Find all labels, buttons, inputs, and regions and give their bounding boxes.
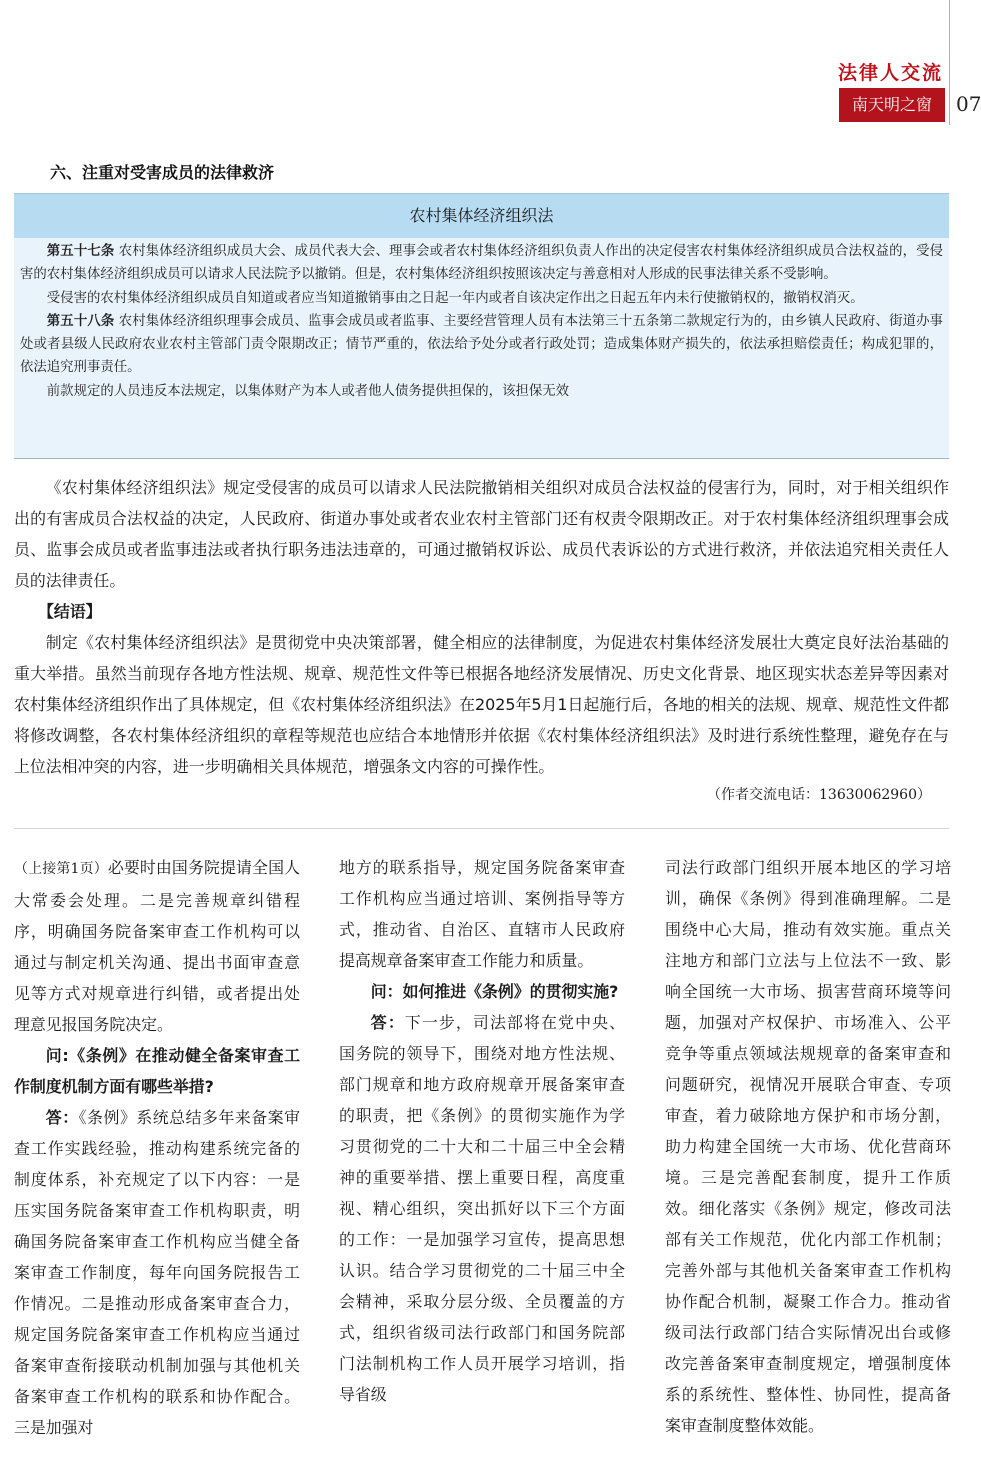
c1-answer-label: 答： xyxy=(45,1108,79,1127)
body-paragraph-2: 制定《农村集体经济组织法》是贯彻党中央决策部署，健全相应的法律制度，为促进农村集体经济发展壮大奠定良好法治基础的重大举措。虽然当前现存各地方性法规、规章、规范性文件等已根据各地经济发展情况、历史文化背景、地区现实状态差异等因素对农村集体经济组织作出了具体规定，但《农村集体经济组织法》在2025年5月1日起施行后，各地的相关的法规、规章、规范性文件都将修改调整，各农村集体经济组织的章程等规范也应结合本地情形并依据《农村集体经济组织法》及时进行系统性整理，避免存在与上位法相冲突的内容，进一步明确相关具体规范，增强条文内容的可操作性。 xyxy=(14,633,949,776)
conclusion-heading: 【结语】 xyxy=(38,602,102,621)
article-58-para2: 前款规定的人员违反本法规定，以集体财产为本人或者他人债务提供担保的，该担保无效 xyxy=(46,383,570,399)
header-divider-line xyxy=(949,0,950,125)
main-text xyxy=(14,472,949,808)
column-3 xyxy=(665,852,951,1441)
column-2 xyxy=(339,852,625,1410)
column-1 xyxy=(14,852,300,1443)
c1-answer-text: 《条例》系统总结多年来备案审查工作实践经验，推动构建系统完备的制度体系，补充规定了以下内容：一是压实国务院备案审查工作机构职责，明确国务院备案审查工作机构应当健全备案审查工作制度，每年向国务院报告工作情况。二是推动形成备案审查合力，规定国务院备案审查工作机构应当通过备案审查衔接联动机制加强与其他机关备案审查工作机构的联系和协作配合。三是加强对 xyxy=(14,1108,300,1437)
body-paragraph-1: 《农村集体经济组织法》规定受侵害的成员可以请求人民法院撤销相关组织对成员合法权益的侵害行为，同时，对于相关组织作出的有害成员合法权益的决定，人民政府、街道办事处或者农业农村主管部门还有权责令限期改正。对于农村集体经济组织理事会成员、监事会成员或者监事违法或者执行职务违法违章的，可通过撤销权诉讼、成员代表诉讼的方式进行救济，并依法追究相关责任人员的法律责任。 xyxy=(14,478,949,590)
c2-paragraph: 地方的联系指导，规定国务院备案审查工作机构应当通过培训、案例指导等方式，推动省、自治区、直辖市人民政府提高规章备案审查工作能力和质量。 xyxy=(339,858,625,970)
article-57-para2: 受侵害的农村集体经济组织成员自知道或者应当知道撤销事由之日起一年内或者自该决定作出之日起五年内未行使撤销权的，撤销权消灭。 xyxy=(46,290,864,306)
author-contact: （作者交流电话：13630062960） xyxy=(707,787,931,803)
article-58-text: 农村集体经济组织理事会成员、监事会成员或者监事、主要经营管理人员有本法第三十五条第二款规定行为的，由乡镇人民政府、街道办事处或者县级人民政府农业农村主管部门责令限期改正；情节严重的，依法给予处分或者行政处罚；造成集体财产损失的，依法承担赔偿责任；构成犯罪的，依法追究刑事责任。 xyxy=(20,313,944,376)
c2-answer-text: 下一步，司法部将在党中央、国务院的领导下，围绕对地方性法规、部门规章和地方政府规章开展备案审查的职责，把《条例》的贯彻实施作为学习贯彻党的二十大和二十届三中全会精神的重要举措、摆上重要日程，高度重视、精心组织，突出抓好以下三个方面的工作：一是加强学习宣传，提高思想认识。结合学习贯彻党的二十届三中全会精神，采取分层分级、全员覆盖的方式，组织省级司法行政部门和国务院部门法制机构工作人员开展学习培训，指导省级 xyxy=(339,1013,626,1404)
c1-paragraph xyxy=(14,852,300,1040)
law-box-body xyxy=(14,238,949,403)
article-57-para xyxy=(20,240,943,287)
article-58-label: 第五十八条 xyxy=(46,312,115,329)
section-heading: 六、注重对受害成员的法律救济 xyxy=(50,163,275,182)
column-title: 法律人交流 xyxy=(837,62,943,84)
c1-answer xyxy=(14,1102,300,1443)
c3-paragraph: 司法行政部门组织开展本地区的学习培训，确保《条例》得到准确理解。二是围绕中心大局，推动有效实施。重点关注地方和部门立法与上位法不一致、影响全国统一大市场、损害营商环境等问题，加强对产权保护、市场准入、公平竞争等重点领域法规规章的备案审查和问题研究，视情况开展联合审查、专项审查，着力破除地方保护和市场分割，助力构建全国统一大市场、优化营商环境。三是完善配套制度，提升工作质效。细化落实《条例》规定，修改司法部有关工作规范，优化内部工作机制；完善外部与其他机关备案审查工作机构协作配合机制，凝聚工作合力。推动省级司法行政部门结合实际情况出台或修改完善备案审查制度规定，增强制度体系的系统性、整体性、协同性，提高备案审查制度整体效能。 xyxy=(665,858,951,1435)
c2-question: 问：如何推进《条例》的贯彻实施? xyxy=(370,982,619,1001)
c2-answer-label: 答： xyxy=(370,1013,405,1032)
continued-label: （上接第1页） xyxy=(14,861,108,877)
law-excerpt-box xyxy=(14,193,949,459)
c2-answer xyxy=(339,1007,625,1410)
article-57-text: 农村集体经济组织成员大会、成员代表大会、理事会或者农村集体经济组织负责人作出的决定侵害农村集体经济组织成员合法权益的，受侵害的农村集体经济组织成员可以请求人民法院予以撤销。但是，农村集体经济组织按照该决定与善意相对人形成的民事法律关系不受影响。 xyxy=(20,244,944,283)
column-badge: 南天明之窗 xyxy=(839,88,945,122)
section-divider xyxy=(14,828,949,829)
page-number: 07 xyxy=(956,92,981,116)
article-58-para xyxy=(20,310,943,380)
article-57-label: 第五十七条 xyxy=(46,243,115,259)
law-box-title: 农村集体经济组织法 xyxy=(14,193,949,238)
c1-text: 必要时由国务院提请全国人大常委会处理。二是完善规章纠错程序，明确国务院备案审查工作机构可以通过与制定机关沟通、提出书面审查意见等方式对规章进行纠错，或者提出处理意见报国务院决定。 xyxy=(14,858,300,1034)
c1-question: 问:《条例》在推动健全备案审查工作制度机制方面有哪些举措? xyxy=(14,1046,300,1096)
